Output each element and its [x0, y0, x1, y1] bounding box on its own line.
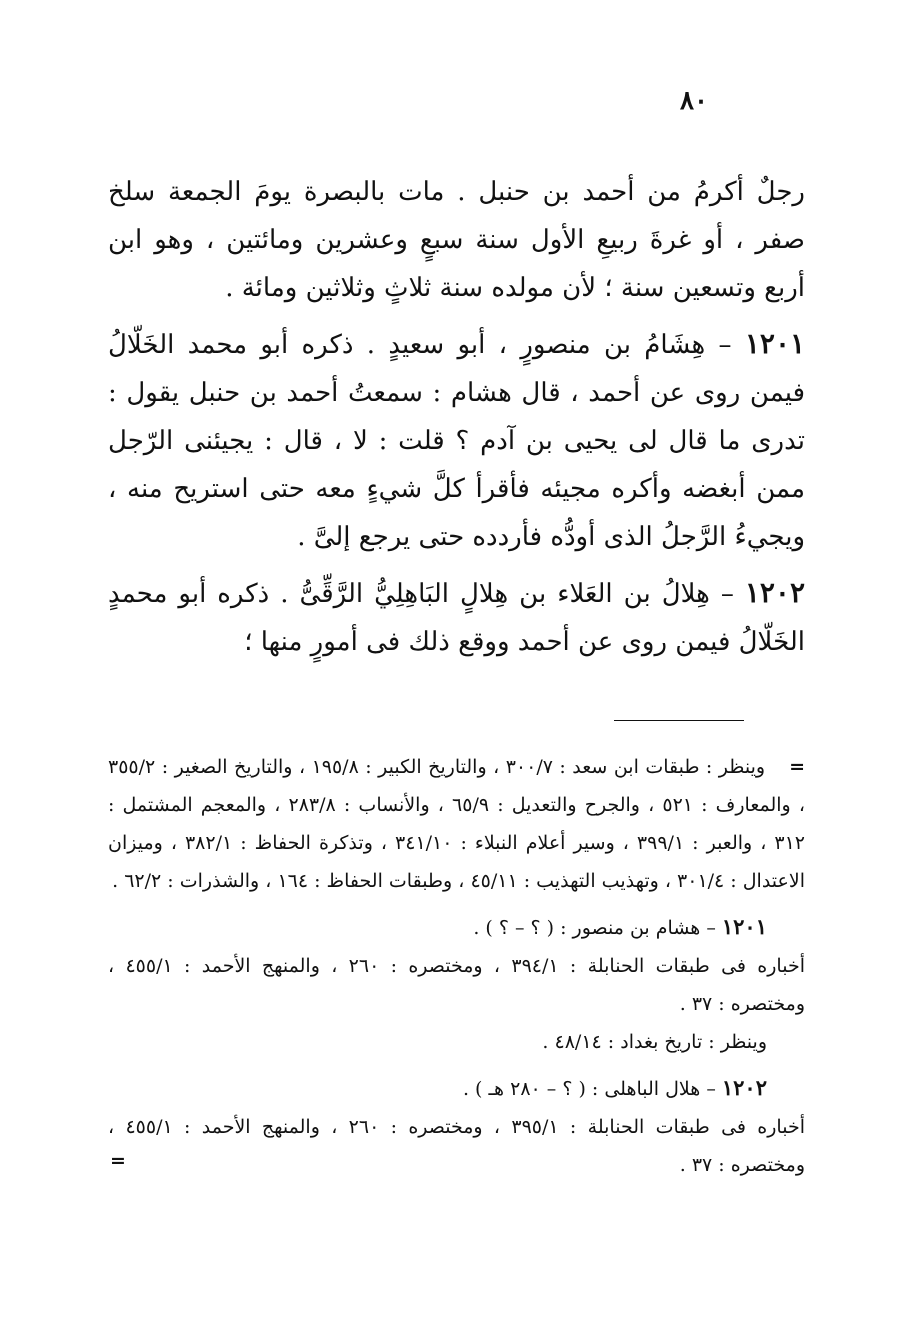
- entry-number: ١٢٠٢: [744, 576, 805, 609]
- entry-dash: –: [705, 330, 745, 360]
- footnotes: [108, 748, 805, 1184]
- footnote-1201-akhbar: أخباره فى طبقات الحنابلة : ٣٩٤/١ ، ومختصره : ٢٦٠ ، والمنهج الأحمد : ٤٥٥/١ ، ومختصره : ٣٧ .: [108, 955, 805, 1015]
- footnote-1201-heading: [108, 908, 805, 947]
- footnote-text: أخباره فى طبقات الحنابلة : ٣٩٥/١ ، ومختصره : ٢٦٠ ، والمنهج الأحمد : ٤٥٥/١ ، ومختصره : ٣٧ .: [108, 1116, 805, 1176]
- footnote-number: ١٢٠١: [721, 914, 767, 939]
- footnote-continuation: [108, 748, 805, 900]
- entry-dash: –: [709, 579, 745, 609]
- entry-number: ١٢٠١: [744, 327, 806, 360]
- footnote-text: وينظر : طبقات ابن سعد : ٣٠٠/٧ ، والتاريخ الكبير : ١٩٥/٨ ، والتاريخ الصغير : ٣٥٥/٢ ، والمعارف : ٥٢١ ، والجرح والتعديل : ٦٥/٩ ، والأنساب : ٢٨٣/٨ ، والمعجم المشتمل : ٣١٢ ، والعبر : ٣٩٩/١ ، وسير أعلام النبلاء : ٣٤١/١٠ ، وتذكرة الحفاظ : ٣٨٢/١ ، وميزان الاعتدال : ٣٠١/٤ ، وتهذيب التهذيب : ٤٥/١١ ، وطبقات الحفاظ : ١٦٤ ، والشذرات : ٦٢/٢ .: [108, 756, 805, 892]
- entry-1202: [108, 569, 805, 666]
- footnote-divider: [614, 720, 744, 721]
- entry-1201: [108, 320, 805, 561]
- continuation-mark: =: [110, 1150, 126, 1172]
- entry-text: هِشَامُ بن منصورٍ ، أبو سعيدٍ . ذكره أبو محمد الخَلّالُ فيمن روى عن أحمد ، قال هشام : سمعتُ أحمد بن حنبل يقول : تدرى ما قال لى يحيى بن آدم ؟ قلت : لا ، قال : يجيئنى الرّجل ممن أبغضه وأكره مجيئه فأقرأ كلَّ شيءٍ معه حتى استريح منه ، ويجيءُ الرَّجلُ الذى أودُّه فأردده حتى يرجع إلىَّ .: [108, 330, 805, 552]
- footnote-1202-heading: [108, 1069, 805, 1108]
- footnote-1202-akhbar: [108, 1108, 805, 1184]
- footnote-number: ١٢٠٢: [721, 1075, 767, 1100]
- page-number: ٨٠: [680, 86, 708, 116]
- continuation-mark: =: [789, 756, 805, 778]
- main-text: [108, 168, 805, 666]
- footnote-heading-text: – هلال الباهلى : ( ؟ – ٢٨٠ هـ ) .: [462, 1078, 722, 1100]
- entry-text: هِلالُ بن العَلاء بن هِلالٍ البَاهِلِيُّ الرَّقِّىُّ . ذكره أبو محمدٍ الخَلّالُ فيمن روى عن أحمد ووقع ذلك فى أمورٍ منها ؛: [108, 579, 805, 657]
- footnote-1201-see: وينظر : تاريخ بغداد : ٤٨/١٤ .: [542, 1031, 767, 1053]
- paragraph-continuation: رجلٌ أكرمُ من أحمد بن حنبل . مات بالبصرة يومَ الجمعة سلخ صفر ، أو غرةَ ربيعِ الأول سنة سبعٍ وعشرين ومائتين ، وهو ابن أربع وتسعين سنة ؛ لأن مولده سنة ثلاثٍ وثلاثين ومائة .: [108, 177, 805, 303]
- footnote-heading-text: – هشام بن منصور : ( ؟ – ؟ ) .: [473, 917, 722, 939]
